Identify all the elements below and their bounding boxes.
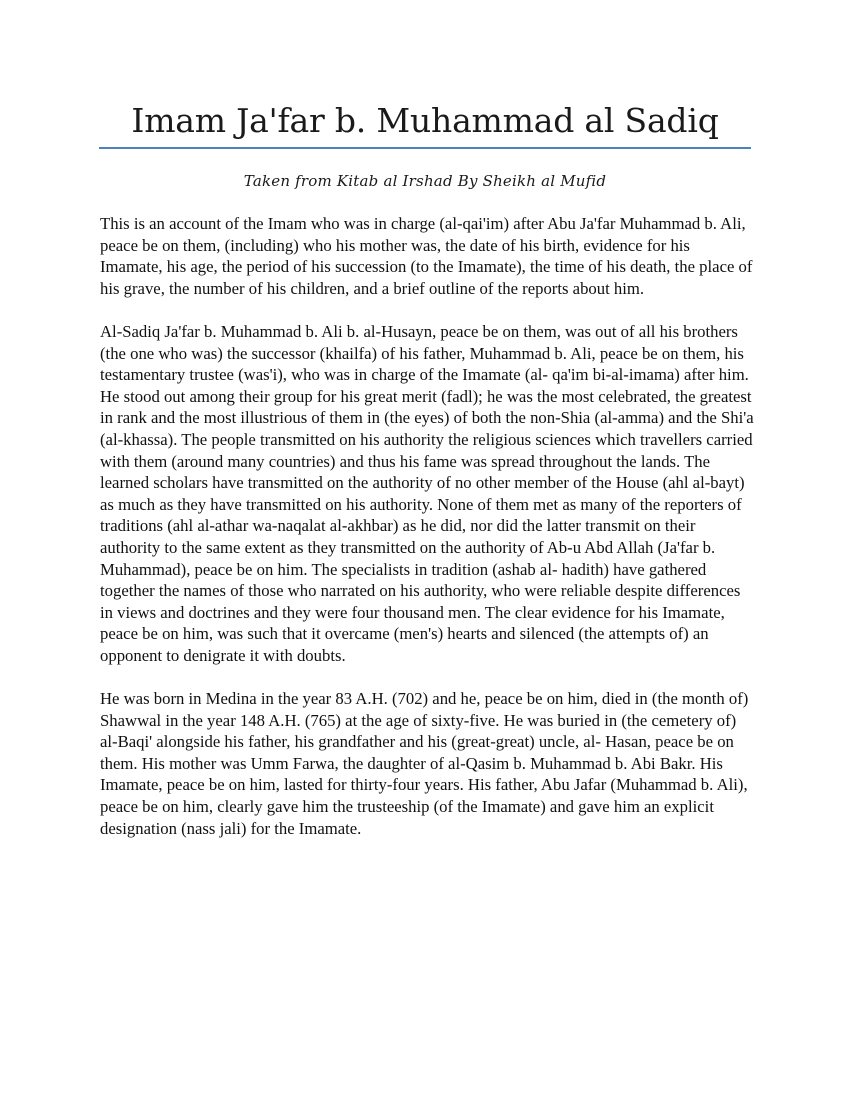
page-title: Imam Ja'far b. Muhammad al Sadiq bbox=[131, 101, 719, 140]
paragraph-birth-death: He was born in Medina in the year 83 A.H. (702) and he, peace be on him, died in (the month of) Shawwal in the year 148 A.H. (765) at the age of sixty-five. He was buried in (the cemetery of) al-Baqi' alongside his father, his grandfather and his (great-great) uncle, al- Hasan, peace be on them. His mother was Umm Farwa, the daughter of al-Qasim b. Muhammad b. Abi Bakr. His Imamate, peace be on him, lasted for thirty-four years. His father, Abu Jafar (Muhammad b. Ali), peace be on him, clearly gave him the trusteeship (of the Imamate) and gave him an explicit designation (nass jali) for the Imamate. bbox=[100, 689, 749, 838]
paragraph-biography: Al-Sadiq Ja'far b. Muhammad b. Ali b. al-Husayn, peace be on them, was out of all his brothers (the one who was) the successor (khailfa) of his father, Muhammad b. Ali, peace be on them, his testamentary trustee (was'i), who was in charge of the Imamate (al- qa'im bi-al-imama) after him. He stood out among their group for his great merit (fadl); he was the most celebrated, the greatest in rank and the most illustrious of them in (the eyes) of both the non-Shia (al-amma) and the Shi'a (al-khassa). The people transmitted on his authority the religious sciences which travellers carried with them (around many countries) and thus his fame was spread throughout the lands. The learned scholars have transmitted on the authority of no other member of the House (ahl al-bayt) as much as they have transmitted on his authority. None of them met as many of the reporters of traditions (ahl al-athar wa-naqalat al-akhbar) as he did, nor did the latter transmit on their authority to the same extent as they transmitted on the authority of Ab-u Abd Allah (Ja'far b. Muhammad), peace be on him. The specialists in tradition (ashab al- hadith) have gathered together the names of those who narrated on his authority, who were reliable despite differences in views and doctrines and they were four thousand men. The clear evidence for his Imamate, peace be on him, was such that it overcame (men's) hearts and silenced (the attempts of) an opponent to denigrate it with doubts. bbox=[100, 321, 754, 665]
paragraph-intro: This is an account of the Imam who was in charge (al-qai'im) after Abu Ja'far Muhammad b. Ali, peace be on them, (including) who his mother was, the date of his birth, evidence for his Imamate, his age, the period of his succession (to the Imamate), the time of his death, the place of his grave, the number of his children, and a brief outline of the reports about him. bbox=[100, 214, 753, 298]
title-underline-rule bbox=[99, 147, 751, 149]
document-body bbox=[100, 213, 755, 861]
page-subtitle: Taken from Kitab al Irshad By Sheikh al Mufid bbox=[243, 172, 607, 190]
